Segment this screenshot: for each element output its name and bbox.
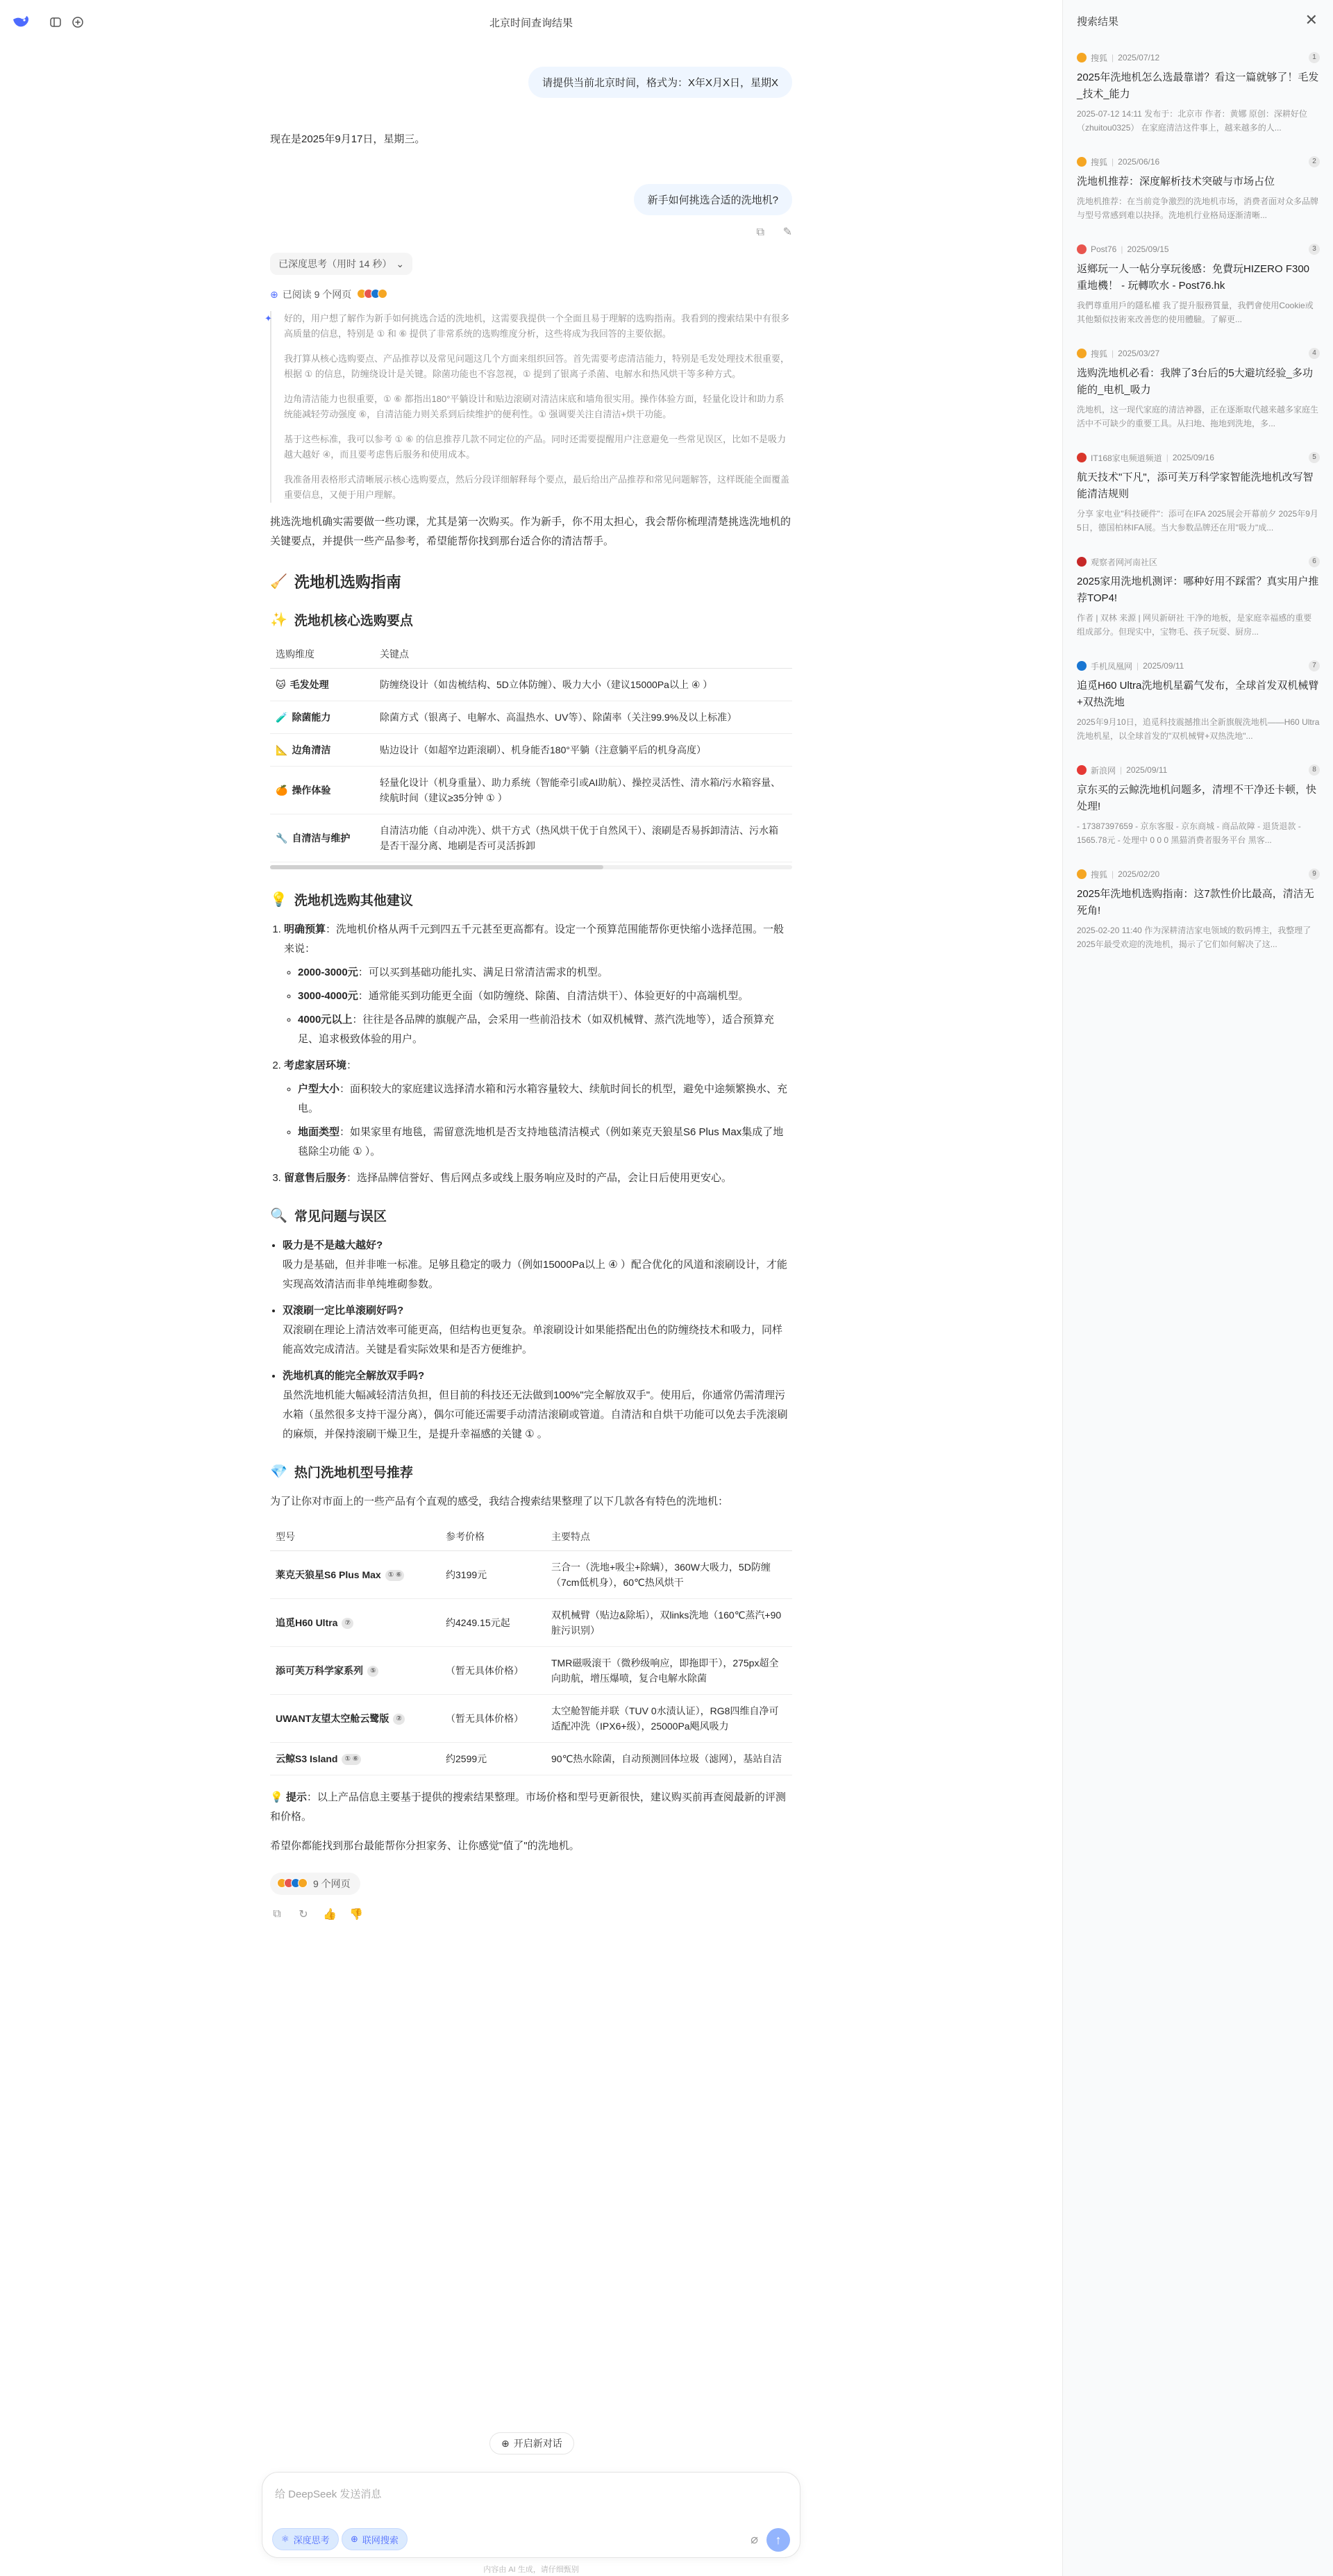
separator: |: [1112, 157, 1114, 167]
reply-actions: [270, 1907, 792, 1921]
separator: |: [1112, 349, 1114, 358]
tip-subitem: [298, 1080, 792, 1119]
result-meta: [1077, 243, 1320, 256]
tip-item: [284, 920, 792, 1049]
thumbs-up-icon[interactable]: 👍: [323, 1909, 337, 1921]
search-result[interactable]: [1077, 243, 1320, 326]
table-row: [270, 814, 792, 862]
source-icon: [1077, 244, 1087, 254]
source-icon: [1077, 157, 1087, 167]
arrow-up-icon: ↑: [775, 2532, 782, 2547]
model-name: 莱克天狼星S6 Plus Max: [276, 1569, 381, 1580]
copy-icon[interactable]: ⧉: [273, 1908, 281, 1920]
search-result[interactable]: [1077, 156, 1320, 222]
faq-item: [283, 1366, 792, 1444]
other-title: 洗地机选购其他建议: [294, 894, 413, 908]
dimension-emoji-icon: 📐: [276, 744, 288, 755]
result-date: 2025/07/12: [1118, 53, 1160, 62]
price-cell: （暂无具体价格）: [440, 1695, 546, 1743]
table-row: [270, 669, 792, 701]
table-row: [270, 1599, 792, 1647]
price-cell: （暂无具体价格）: [440, 1647, 546, 1695]
result-source: Post76: [1091, 244, 1117, 254]
reasoning-content: [265, 311, 792, 503]
price-cell: 约2599元: [440, 1743, 546, 1775]
feature-cell: 太空舱智能并联（TUV 0水渍认证），RG8四维自净可适配冲洗（IPX6+级），25000Pa飓风吸力: [546, 1695, 792, 1743]
tip-note: [270, 1788, 792, 1827]
citation-badge[interactable]: ⑦: [342, 1618, 353, 1629]
model-name-cell: [270, 1647, 440, 1695]
result-meta: [1077, 764, 1320, 776]
core-table: [270, 640, 792, 862]
table-row: [270, 1695, 792, 1743]
subitem-lead: 3000-4000元: [298, 990, 358, 1002]
model-name: 云鲸S3 Island: [276, 1753, 338, 1764]
result-title[interactable]: 2025年洗地机选购指南：这7款性价比最高，清洁无死角!: [1077, 888, 1314, 917]
copy-icon[interactable]: ⧉: [756, 226, 764, 238]
model-name-cell: [270, 1743, 440, 1775]
dimension-label: 自清洁与维护: [292, 833, 351, 844]
model-name-cell: [270, 1551, 440, 1599]
reasoning-status: 已深度思考（用时 14 秒）: [278, 258, 392, 269]
source-icon: [1077, 765, 1087, 775]
answer-intro: 挑选洗地机确实需要做一些功课，尤其是第一次购买。作为新手，你不用太担心，我会帮你梳理清楚挑选洗地机的关键要点，并提供一些产品参考，希望能帮你找到那台适合你的清洁帮手。: [270, 516, 791, 547]
plus-circle-icon: ⊕: [501, 2437, 510, 2449]
separator: |: [1137, 661, 1139, 671]
subitem-text: ：可以买到基础功能扎实、满足日常清洁需求的机型。: [358, 967, 608, 978]
dimension-label: 边角清洁: [292, 744, 331, 755]
user-message-actions: [270, 225, 792, 243]
faq-question: • 双滚刷一定比单滚刷好吗?: [283, 1305, 404, 1316]
tip-lead: 明确预算: [284, 923, 326, 935]
dimension-cell: [270, 734, 374, 767]
tip-item: [284, 1169, 792, 1188]
web-search-label: 联网搜索: [362, 2534, 399, 2545]
source-favicons: [280, 1878, 308, 1890]
result-source: 新浪网: [1091, 765, 1116, 776]
separator: |: [1166, 453, 1168, 462]
separator: |: [1112, 53, 1114, 62]
result-index: 7: [1309, 660, 1320, 671]
sparkle-icon: ✨: [270, 612, 287, 628]
dimension-emoji-icon: 🧪: [276, 712, 288, 723]
search-result[interactable]: [1077, 660, 1320, 743]
dimension-cell: [270, 669, 374, 701]
result-snippet: 洗地机，这一现代家庭的清洁神器，正在逐渐取代越来越多家庭生活中不可缺少的重要工具。从扫地、拖地到洗地，多...: [1077, 405, 1319, 428]
search-result[interactable]: [1077, 51, 1320, 135]
search-result[interactable]: [1077, 555, 1320, 639]
user-message: 新手如何挑选合适的洗地机?: [634, 184, 792, 215]
result-title[interactable]: 洗地机推荐：深度解析技术突破与市场占位: [1077, 176, 1275, 187]
tip-label: 提示: [285, 1791, 307, 1803]
feature-cell: 三合一（洗地+吸尘+除螨），360W大吸力，5D防缠（7cm低机身），60℃热风烘干: [546, 1551, 792, 1599]
result-date: 2025/09/15: [1127, 244, 1169, 254]
subitem-lead: 地面类型: [298, 1126, 340, 1138]
close-icon[interactable]: ✕: [1305, 11, 1318, 28]
result-title[interactable]: 2025年洗地机怎么选最靠谱？看这一篇就够了！毛发_技术_能力: [1077, 72, 1319, 100]
reasoning-icon: ✦: [265, 313, 272, 324]
table-row: [270, 767, 792, 814]
result-date: 2025/09/11: [1143, 661, 1184, 671]
user-message: 请提供当前北京时间，格式为：X年X月X日，星期X: [528, 67, 792, 98]
models-intro: 为了让你对市面上的一些产品有个直观的感受，我结合搜索结果整理了以下几款各有特色的洗地机：: [270, 1496, 729, 1507]
thumbs-down-icon[interactable]: 👎: [349, 1909, 363, 1921]
top-bar: [0, 0, 1062, 44]
search-result[interactable]: [1077, 451, 1320, 535]
globe-icon: ⊕: [351, 2534, 358, 2544]
result-title[interactable]: 京东买的云鲸洗地机问题多，清埋不干净还卡顿，快处理!: [1077, 784, 1317, 812]
dimension-cell: [270, 814, 374, 862]
tip-lead: 留意售后服务: [284, 1172, 347, 1184]
result-index: 6: [1309, 556, 1320, 567]
tip-text: ：: [346, 1060, 358, 1071]
message-input[interactable]: 给 DeepSeek 发送消息: [275, 2489, 382, 2500]
subitem-lead: 4000元以上: [298, 1014, 353, 1026]
source-icon: [1077, 557, 1087, 567]
answer-closing: 希望你都能找到那台最能帮你分担家务、让你感觉"值了"的洗地机。: [270, 1840, 580, 1852]
tip-item: [284, 1056, 792, 1162]
result-date: 2025/02/20: [1118, 869, 1160, 879]
result-index: 2: [1309, 156, 1320, 167]
attach-icon[interactable]: ⌀: [751, 2532, 758, 2546]
faq-question: • 洗地机真的能完全解放双手吗?: [283, 1370, 425, 1382]
edit-icon[interactable]: ✎: [782, 226, 792, 238]
deep-think-label: 深度思考: [293, 2534, 330, 2545]
faq-title: 常见问题与误区: [294, 1210, 387, 1224]
result-date: 2025/06/16: [1118, 157, 1160, 167]
lightbulb-icon: 💡: [270, 892, 287, 908]
subitem-lead: 户型大小: [298, 1083, 340, 1095]
search-sources-pill[interactable]: [270, 287, 792, 301]
price-cell: 约3199元: [440, 1551, 546, 1599]
table-scrollbar[interactable]: [270, 865, 792, 869]
gem-icon: 💎: [270, 1464, 287, 1480]
result-meta: [1077, 156, 1320, 168]
chat-column: [265, 62, 792, 1921]
broom-icon: 🧹: [270, 574, 287, 589]
faq-heading: [270, 1206, 792, 1225]
table-row: [270, 734, 792, 767]
result-snippet: 作者 | 双林 来源 | 网贝新研社 干净的地板，是家庭幸福感的重要组成部分。但现实中，宝物毛、孩子玩耍、厨房...: [1077, 613, 1312, 637]
magnifier-icon: 🔍: [270, 1208, 287, 1223]
chat-title[interactable]: 北京时间查询结果: [489, 17, 573, 29]
tip-sublist: [284, 1080, 792, 1162]
reasoning-paragraph: 边角清洁能力也很重要，① ⑥ 都指出180°平躺设计和贴边滚刷对清洁床底和墙角很实用。操作体验方面，轻量化设计和助力系统能减轻劳动强度 ⑥，自清洁能力则关系到后续维护的便利性。① 强调要关注自清洁+烘干功能。: [284, 394, 785, 419]
guide-heading: [270, 571, 792, 592]
result-title[interactable]: 选购洗地机必看：我牌了3台后的5大避坑经验_多功能的_电机_吸力: [1077, 367, 1314, 396]
separator: |: [1112, 869, 1114, 879]
keypoint-cell: 自清洁功能（自动冲洗）、烘干方式（热风烘干优于自然风干）、滚刷是否易拆卸清洁、污水箱是否干湿分离、地刷是否可灵活拆卸: [374, 814, 792, 862]
deep-think-toggle[interactable]: [272, 2528, 339, 2550]
atom-icon: ⚛: [281, 2534, 290, 2544]
subitem-text: ：如果家里有地毯，需留意洗地机是否支持地毯清洁模式（例如莱克天狼星S6 Plus Max集成了地毯除尘功能 ① ）。: [298, 1126, 784, 1157]
model-name-cell: [270, 1695, 440, 1743]
keypoint-cell: 除菌方式（银离子、电解水、高温热水、UV等）、除菌率（关注99.9%及以上标准）: [374, 701, 792, 734]
tip-subitem: [298, 987, 792, 1006]
reasoning-paragraph: 好的，用户想了解作为新手如何挑选合适的洗地机，这需要我提供一个全面且易于理解的选购指南。我看到的搜索结果中有很多高质量的信息，特别是 ① 和 ⑥ 提供了非常系统的选购维度分析，这些将成为我回答的主要依据。: [284, 313, 790, 339]
tip-text: ：以上产品信息主要基于提供的搜索结果整理。市场价格和型号更新很快，建议购买前再查阅最新的评测和价格。: [270, 1791, 786, 1823]
result-snippet: 2025年9月10日，追觅科技震撼推出全新旗舰洗地机——H60 Ultra洗地机星，以全球首发的"双机械臂+双热洗地"...: [1077, 717, 1320, 741]
model-name-cell: [270, 1599, 440, 1647]
table-row: [270, 1743, 792, 1775]
result-title[interactable]: 航天技术"下凡"，添可芙万科学家智能洗地机改写智能清洁规则: [1077, 471, 1314, 500]
sources-count: 9 个网页: [313, 1878, 351, 1889]
result-date: 2025/09/16: [1172, 453, 1214, 462]
faq-item: [283, 1236, 792, 1294]
tip-subitem: [298, 1010, 792, 1049]
result-source: 搜狐: [1091, 53, 1108, 63]
source-icon: [1077, 661, 1087, 671]
result-title[interactable]: 2025家用洗地机测评：哪种好用不踩雷？真实用户推荐TOP4!: [1077, 576, 1319, 604]
reasoning-paragraph: 基于这些标准，我可以参考 ① ⑥ 的信息推荐几款不同定位的产品。同时还需要提醒用户注意避免一些常见误区，比如不是吸力越大越好 ④，而且要考虑售后服务和使用成本。: [284, 434, 787, 460]
result-source: 手机凤凰网: [1091, 661, 1133, 671]
result-snippet: 2025-02-20 11:40 作为深耕清洁家电领域的数码博主，我整理了2025年最受欢迎的洗地机，揭示了它们如何解决了这...: [1077, 926, 1311, 949]
keypoint-cell: 贴边设计（如超窄边距滚刷）、机身能否180°平躺（注意躺平后的机身高度）: [374, 734, 792, 767]
source-icon: [1077, 453, 1087, 462]
globe-icon: ⊕: [270, 288, 278, 300]
price-cell: 约4249.15元起: [440, 1599, 546, 1647]
result-meta: [1077, 347, 1320, 360]
result-index: 8: [1309, 764, 1320, 776]
search-status: 已阅读 9 个网页: [282, 289, 352, 300]
models-table: [270, 1523, 792, 1775]
feature-cell: TMR磁吸滚干（微秒级响应，即拖即干），275px超全向助航，增压爆喷，复合电解水除菌: [546, 1647, 792, 1695]
table-row: [270, 701, 792, 734]
subitem-text: ：通常能买到功能更全面（如防缠绕、除菌、自清洁烘干）、体验更好的中高端机型。: [358, 990, 749, 1002]
result-source: 搜狐: [1091, 157, 1108, 167]
result-index: 9: [1309, 869, 1320, 880]
result-meta: [1077, 51, 1320, 64]
feature-cell: 90℃热水除菌，自动预测回体垃圾（滤网），基站自洁: [546, 1743, 792, 1775]
model-name: 追觅H60 Ultra: [276, 1617, 338, 1628]
web-search-toggle[interactable]: [342, 2528, 408, 2550]
source-icon: [1077, 869, 1087, 879]
result-snippet: 洗地机推荐：在当前竞争激烈的洗地机市场，消费者面对众多品牌与型号常感到难以抉择。洗地机行业格局逐渐清晰...: [1077, 196, 1319, 220]
dimension-label: 除菌能力: [292, 712, 331, 723]
model-name: 添可芙万科学家系列: [276, 1665, 363, 1676]
models-heading: [270, 1462, 792, 1481]
result-index: 1: [1309, 52, 1320, 63]
faq-list: [270, 1236, 792, 1444]
result-date: 2025/03/27: [1118, 349, 1160, 358]
lightbulb-icon: 💡: [270, 1791, 283, 1803]
tip-text: ：洗地机价格从两千元到四五千元甚至更高都有。设定一个预算范围能帮你更快缩小选择范围。一般来说：: [284, 923, 785, 955]
faq-item: [283, 1301, 792, 1360]
dimension-cell: [270, 767, 374, 814]
result-index: 5: [1309, 452, 1320, 463]
result-source: 搜狐: [1091, 349, 1108, 359]
dimension-emoji-icon: 🐱: [276, 679, 286, 690]
chevron-down-icon: ⌄: [396, 258, 405, 269]
result-date: 2025/09/11: [1126, 765, 1168, 775]
citation-badge[interactable]: ① ⑥: [385, 1570, 405, 1581]
result-snippet: 分享 家电业"科技硬件"：添可在IFA 2025展会开幕前夕 2025年9月5日，德国柏林IFA展。当大参数品牌还在用"吸力"成...: [1077, 509, 1318, 533]
separator: |: [1121, 244, 1123, 254]
search-result[interactable]: [1077, 764, 1320, 847]
result-meta: [1077, 555, 1320, 568]
table-header: 选购维度: [270, 640, 374, 669]
faq-answer: 虽然洗地机能大幅减轻清洁负担，但目前的科技还无法做到100%"完全解放双手"。使用后，你通常仍需清理污水箱（虽然很多支持干湿分离），偶尔可能还需要手动清洁滚刷或管道。自清洁和自烘干功能可以免去手洗滚刷的麻烦，并保持滚刷干燥卫生，是提升幸福感的关键 ① 。: [283, 1389, 788, 1440]
dimension-label: 毛发处理: [290, 679, 329, 690]
subitem-text: ：面积较大的家庭建议选择清水箱和污水箱容量较大、续航时间长的机型，避免中途频繁换水、充电。: [298, 1083, 788, 1114]
citation-badge[interactable]: ① ⑥: [342, 1754, 361, 1765]
models-title: 热门洗地机型号推荐: [294, 1466, 413, 1480]
subitem-text: ：往往是各品牌的旗舰产品，会采用一些前沿技术（如双机械臂、蒸汽洗地等），适合预算充足、追求极致体验的用户。: [298, 1014, 774, 1045]
separator: |: [1120, 765, 1123, 775]
keypoint-cell: 轻量化设计（机身重量）、助力系统（智能牵引或AI助航）、操控灵活性、清水箱/污水箱容量、续航时间（建议≥35分钟 ① ）: [374, 767, 792, 814]
sources-chip[interactable]: [270, 1873, 360, 1895]
core-heading: [270, 610, 792, 629]
citation-badge[interactable]: ②: [393, 1714, 404, 1725]
reasoning-toggle[interactable]: [270, 253, 412, 275]
result-title[interactable]: 追觅H60 Ultra洗地机星霸气发布，全球首发双机械臂+双热洗地: [1077, 680, 1319, 708]
send-button[interactable]: [766, 2528, 790, 2552]
result-snippet: - 17387397659 - 京东客服 - 京东商城 - 商品故障 - 退货退款 - 1565.78元 - 处理中 0 0 0 黑猫消费者服务平台 黑客...: [1077, 821, 1301, 845]
model-name: UWANT友望太空舱云鹭版: [276, 1713, 389, 1724]
tip-lead: 考虑家居环境: [284, 1060, 347, 1071]
scrollbar-thumb[interactable]: [270, 865, 603, 869]
source-favicons: [360, 289, 387, 301]
new-chat-button[interactable]: [489, 2432, 574, 2454]
faq-answer: 双滚刷在理论上清洁效率可能更高，但结构也更复杂。单滚刷设计如果能搭配出色的防缠绕技术和吸力，同样能高效完成清洁。关键是看实际效果和是否方便维护。: [283, 1324, 783, 1355]
result-meta: [1077, 868, 1320, 880]
result-source: 搜狐: [1091, 869, 1108, 880]
source-icon: [1077, 349, 1087, 358]
faq-answer: 吸力是基础，但并非唯一标准。足够且稳定的吸力（例如15000Pa以上 ④ ）配合优化的风道和滚刷设计，才能实现高效清洁而非单纯堆砌参数。: [283, 1259, 787, 1290]
search-result[interactable]: [1077, 347, 1320, 430]
result-source: IT168家电频道频道: [1091, 453, 1162, 463]
dimension-emoji-icon: 🍊: [276, 785, 288, 796]
result-title[interactable]: 返鄉玩一人一帖分享玩後感：免費玩HIZERO F300重地機！ - 玩轉吹水 - Post76.hk: [1077, 263, 1310, 292]
dimension-label: 操作体验: [292, 785, 331, 796]
panel-title: 搜索结果: [1077, 16, 1119, 28]
subitem-lead: 2000-3000元: [298, 967, 358, 978]
result-meta: [1077, 451, 1320, 464]
result-snippet: 我們尊重用戶的隱私權 我了提升服務質量，我們會使用Cookie或其他類似技術來改善您的使用體驗。了解更...: [1077, 301, 1314, 324]
other-heading: [270, 890, 792, 909]
reasoning-paragraph: 我打算从核心选购要点、产品推荐以及常见问题这几个方面来组织回答。首先需要考虑清洁能力，特别是毛发处理技术很重要，根据 ① 的信息，防缠绕设计是关键。除菌功能也不容忽视，① 提到了银离子杀菌、电解水和热风烘干等多种方式。: [284, 353, 790, 379]
core-title: 洗地机核心选购要点: [294, 614, 413, 628]
source-icon: [1077, 53, 1087, 62]
search-result[interactable]: [1077, 868, 1320, 951]
result-meta: [1077, 660, 1320, 672]
source-favicon: [298, 1878, 308, 1888]
source-favicon: [378, 289, 387, 299]
citation-badge[interactable]: ⑤: [367, 1666, 378, 1677]
result-index: 3: [1309, 244, 1320, 255]
result-snippet: 2025-07-12 14:11 发布于：北京市 作者：黄娜 原创：深耕好位（zhuitou0325） 在家庭清洁这件事上，越来越多的人...: [1077, 109, 1307, 133]
tip-sublist: [284, 963, 792, 1049]
reasoning-paragraph: 我准备用表格形式清晰展示核心选购要点，然后分段详细解释每个要点，最后给出产品推荐和常见问题解答，这样既能全面覆盖重要信息，又便于用户理解。: [284, 474, 790, 500]
new-chat-label: 开启新对话: [513, 2438, 562, 2449]
tip-text: ：选择品牌信誉好、售后网点多或线上服务响应及时的产品，会让日后使用更安心。: [346, 1172, 732, 1184]
search-results-panel: [1062, 0, 1333, 2576]
result-index: 4: [1309, 348, 1320, 359]
ai-disclaimer: 内容由 AI 生成，请仔细甄别: [483, 2566, 579, 2574]
assistant-message: 现在是2025年9月17日，星期三。: [270, 133, 426, 145]
tip-subitem: [298, 963, 792, 982]
table-header: 参考价格: [440, 1523, 546, 1551]
faq-question: • 吸力是不是越大越好?: [283, 1239, 383, 1251]
regenerate-icon[interactable]: ↻: [299, 1909, 308, 1921]
tip-subitem: [298, 1123, 792, 1162]
table-row: [270, 1551, 792, 1599]
dimension-cell: [270, 701, 374, 734]
keypoint-cell: 防缠绕设计（如齿梳结构、5D立体防缠）、吸力大小（建议15000Pa以上 ④ ）: [374, 669, 792, 701]
feature-cell: 双机械臂（贴边&除垢），双links洗地（160℃蒸汽+90脏污识别）: [546, 1599, 792, 1647]
tips-list: [270, 920, 792, 1188]
table-header: 主要特点: [546, 1523, 792, 1551]
table-row: [270, 1647, 792, 1695]
dimension-emoji-icon: 🔧: [276, 833, 288, 844]
guide-title: 洗地机选购指南: [294, 574, 401, 591]
table-header: 关键点: [374, 640, 792, 669]
result-source: 观察者网河南社区: [1091, 557, 1158, 567]
message-composer[interactable]: [262, 2472, 800, 2558]
table-header: 型号: [270, 1523, 440, 1551]
